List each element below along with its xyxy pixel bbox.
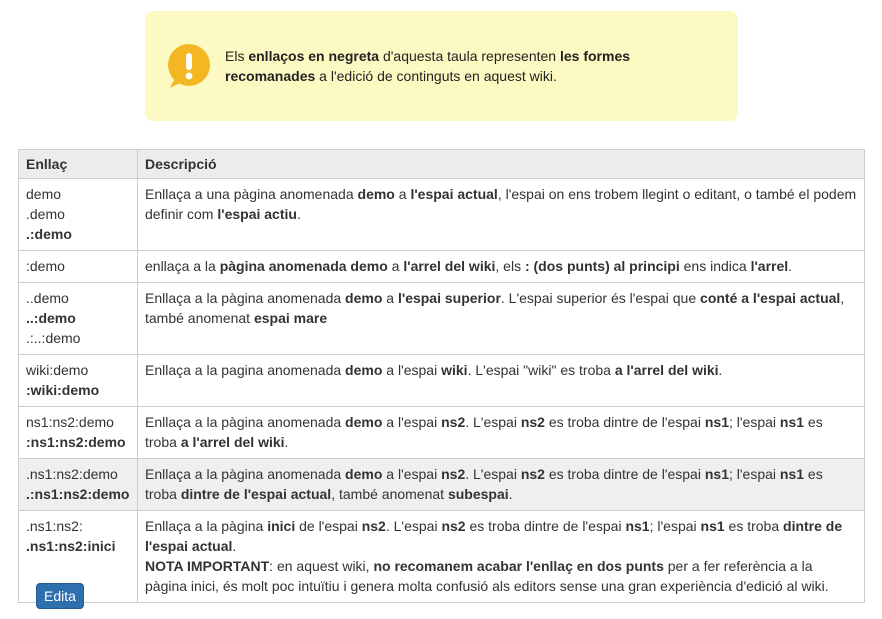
description-text: Enllaça a la pagina anomenada [145, 362, 346, 378]
description-bold: ns2 [441, 518, 466, 534]
description-text: , els [495, 258, 525, 274]
description-text: es troba dintre de l'espai [465, 518, 626, 534]
description-bold: l'arrel del wiki [403, 258, 496, 274]
description-bold: ns2 [520, 414, 545, 430]
description-text: es troba [724, 518, 784, 534]
notice-text [225, 46, 665, 86]
description-cell [138, 251, 865, 283]
description-paragraph [145, 288, 857, 328]
description-cell [138, 407, 865, 459]
table-row [19, 283, 865, 355]
description-bold: dintre de l'espai actual [180, 486, 332, 502]
description-text: . L'espai [465, 466, 521, 482]
description-text: . [508, 486, 513, 502]
description-bold: : (dos punts) al principi [524, 258, 680, 274]
description-text: a [387, 258, 404, 274]
description-bold: l'arrel [750, 258, 789, 274]
description-text: , també anomenat [145, 290, 845, 326]
link-cell [19, 251, 138, 283]
description-text: a [382, 290, 398, 306]
description-text: enllaça a la [145, 258, 220, 274]
description-bold: pàgina anomenada demo [219, 258, 388, 274]
description-bold: l'espai actual [410, 186, 498, 202]
description-paragraph [145, 184, 857, 224]
description-text: Enllaça a la pàgina anomenada [145, 466, 346, 482]
description-bold: subespai [447, 486, 509, 502]
link-syntax: :demo [26, 258, 65, 274]
description-paragraph [145, 256, 857, 276]
description-bold: dintre de l'espai actual [145, 518, 843, 554]
description-bold: NOTA IMPORTANT [145, 558, 270, 574]
recommended-link-syntax: :ns1:ns2:demo [26, 434, 126, 450]
description-text: es troba [145, 414, 823, 450]
description-bold: demo [345, 466, 383, 482]
recommended-link-syntax: ..:demo [26, 310, 76, 326]
description-text: ; l'espai [728, 466, 780, 482]
link-syntax: .ns1:ns2: [26, 518, 83, 534]
description-bold: ns2 [361, 518, 386, 534]
description-bold: inici [267, 518, 296, 534]
notice-bold: les formes recomanades [225, 48, 631, 84]
description-text: . L'espai superior és l'espai que [500, 290, 701, 306]
description-paragraph [145, 516, 857, 556]
description-bold: a l'arrel del wiki [180, 434, 285, 450]
description-text: a l'espai [382, 466, 442, 482]
link-syntax: wiki:demo [26, 362, 89, 378]
description-text: . [284, 434, 289, 450]
link-syntax: demo [26, 186, 62, 202]
notice-text: Els [225, 48, 249, 64]
link-cell [19, 283, 138, 355]
recommended-link-syntax: :wiki:demo [26, 382, 100, 398]
description-text: . L'espai [385, 518, 442, 534]
description-text: . L'espai [465, 414, 521, 430]
description-text: a [394, 186, 411, 202]
description-bold: ns1 [704, 414, 729, 430]
notice-bold: enllaços en negreta [248, 48, 380, 64]
description-bold: espai mare [253, 310, 328, 326]
description-text: ens indica [679, 258, 751, 274]
table-row [19, 459, 865, 511]
link-syntax: .ns1:ns2:demo [26, 466, 118, 482]
description-bold: demo [357, 186, 395, 202]
recommended-link-syntax: .:demo [26, 226, 72, 242]
description-cell [138, 511, 865, 603]
description-bold: no recomanem acabar l'enllaç en dos punts [373, 558, 664, 574]
recommended-link-syntax: .ns1:ns2:inici [26, 538, 116, 554]
description-paragraph [145, 360, 857, 380]
description-text: . [718, 362, 723, 378]
description-bold: wiki [441, 362, 468, 378]
description-text: , l'espai on ens trobem llegint o editant, o també el podem definir com [145, 186, 857, 222]
description-paragraph [145, 556, 857, 596]
table-row [19, 511, 865, 603]
description-bold: demo [345, 414, 383, 430]
description-text: es troba [145, 466, 823, 502]
description-paragraph [145, 412, 857, 452]
link-syntax: ..demo [26, 290, 69, 306]
description-cell [138, 179, 865, 251]
table-row [19, 355, 865, 407]
description-text: . [296, 206, 301, 222]
description-bold: demo [345, 362, 383, 378]
link-cell [19, 407, 138, 459]
header-description: Descripció [138, 150, 865, 179]
description-cell [138, 283, 865, 355]
exclamation-icon [167, 44, 213, 93]
description-text: : en aquest wiki, [269, 558, 374, 574]
notice-text: a l'edició de continguts en aquest wiki. [315, 68, 557, 84]
table-row [19, 407, 865, 459]
description-bold: ns1 [700, 518, 725, 534]
description-bold: l'espai actiu [217, 206, 297, 222]
description-bold: a l'arrel del wiki [614, 362, 719, 378]
description-text: Enllaça a la pàgina [145, 518, 268, 534]
description-bold: ns2 [441, 414, 466, 430]
link-syntax: .:..:demo [26, 330, 81, 346]
description-bold: ns2 [520, 466, 545, 482]
description-text: ; l'espai [649, 518, 701, 534]
edit-button[interactable]: Edita [36, 583, 84, 609]
notice-box [145, 11, 738, 121]
description-bold: ns1 [625, 518, 650, 534]
description-text: a l'espai [382, 362, 442, 378]
link-cell [19, 179, 138, 251]
header-link: Enllaç [19, 150, 138, 179]
description-bold: demo [345, 290, 383, 306]
description-bold: ns2 [441, 466, 466, 482]
description-cell [138, 459, 865, 511]
description-cell [138, 355, 865, 407]
link-cell [19, 459, 138, 511]
table-row [19, 251, 865, 283]
description-bold: ns1 [779, 414, 805, 430]
description-text: Enllaça a la pàgina anomenada [145, 414, 346, 430]
table-row [19, 179, 865, 251]
description-text: de l'espai [295, 518, 362, 534]
link-cell [19, 355, 138, 407]
description-bold: ns1 [779, 466, 805, 482]
description-text: , també anomenat [331, 486, 448, 502]
description-bold: conté a l'espai actual [700, 290, 841, 306]
description-text: ; l'espai [728, 414, 780, 430]
description-text: . [232, 538, 237, 554]
description-text: a l'espai [382, 414, 442, 430]
notice-text: d'aquesta taula representen [379, 48, 560, 64]
description-text: es troba dintre de l'espai [544, 414, 705, 430]
description-text: es troba dintre de l'espai [544, 466, 705, 482]
recommended-link-syntax: .:ns1:ns2:demo [26, 486, 130, 502]
table-header-row [19, 150, 865, 179]
description-text: Enllaça a una pàgina anomenada [145, 186, 358, 202]
description-text: . [788, 258, 793, 274]
description-bold: ns1 [704, 466, 729, 482]
description-text: Enllaça a la pàgina anomenada [145, 290, 346, 306]
link-syntax: ns1:ns2:demo [26, 414, 114, 430]
links-table [18, 149, 865, 603]
description-paragraph [145, 464, 857, 504]
description-text: . L'espai "wiki" es troba [467, 362, 615, 378]
description-bold: l'espai superior [397, 290, 501, 306]
description-text: per a fer referència a la pàgina inici, és molt poc intuïtiu i genera molta confusió als editors sense una gran experiència d'edició al wiki. [145, 558, 829, 594]
link-syntax: .demo [26, 206, 65, 222]
